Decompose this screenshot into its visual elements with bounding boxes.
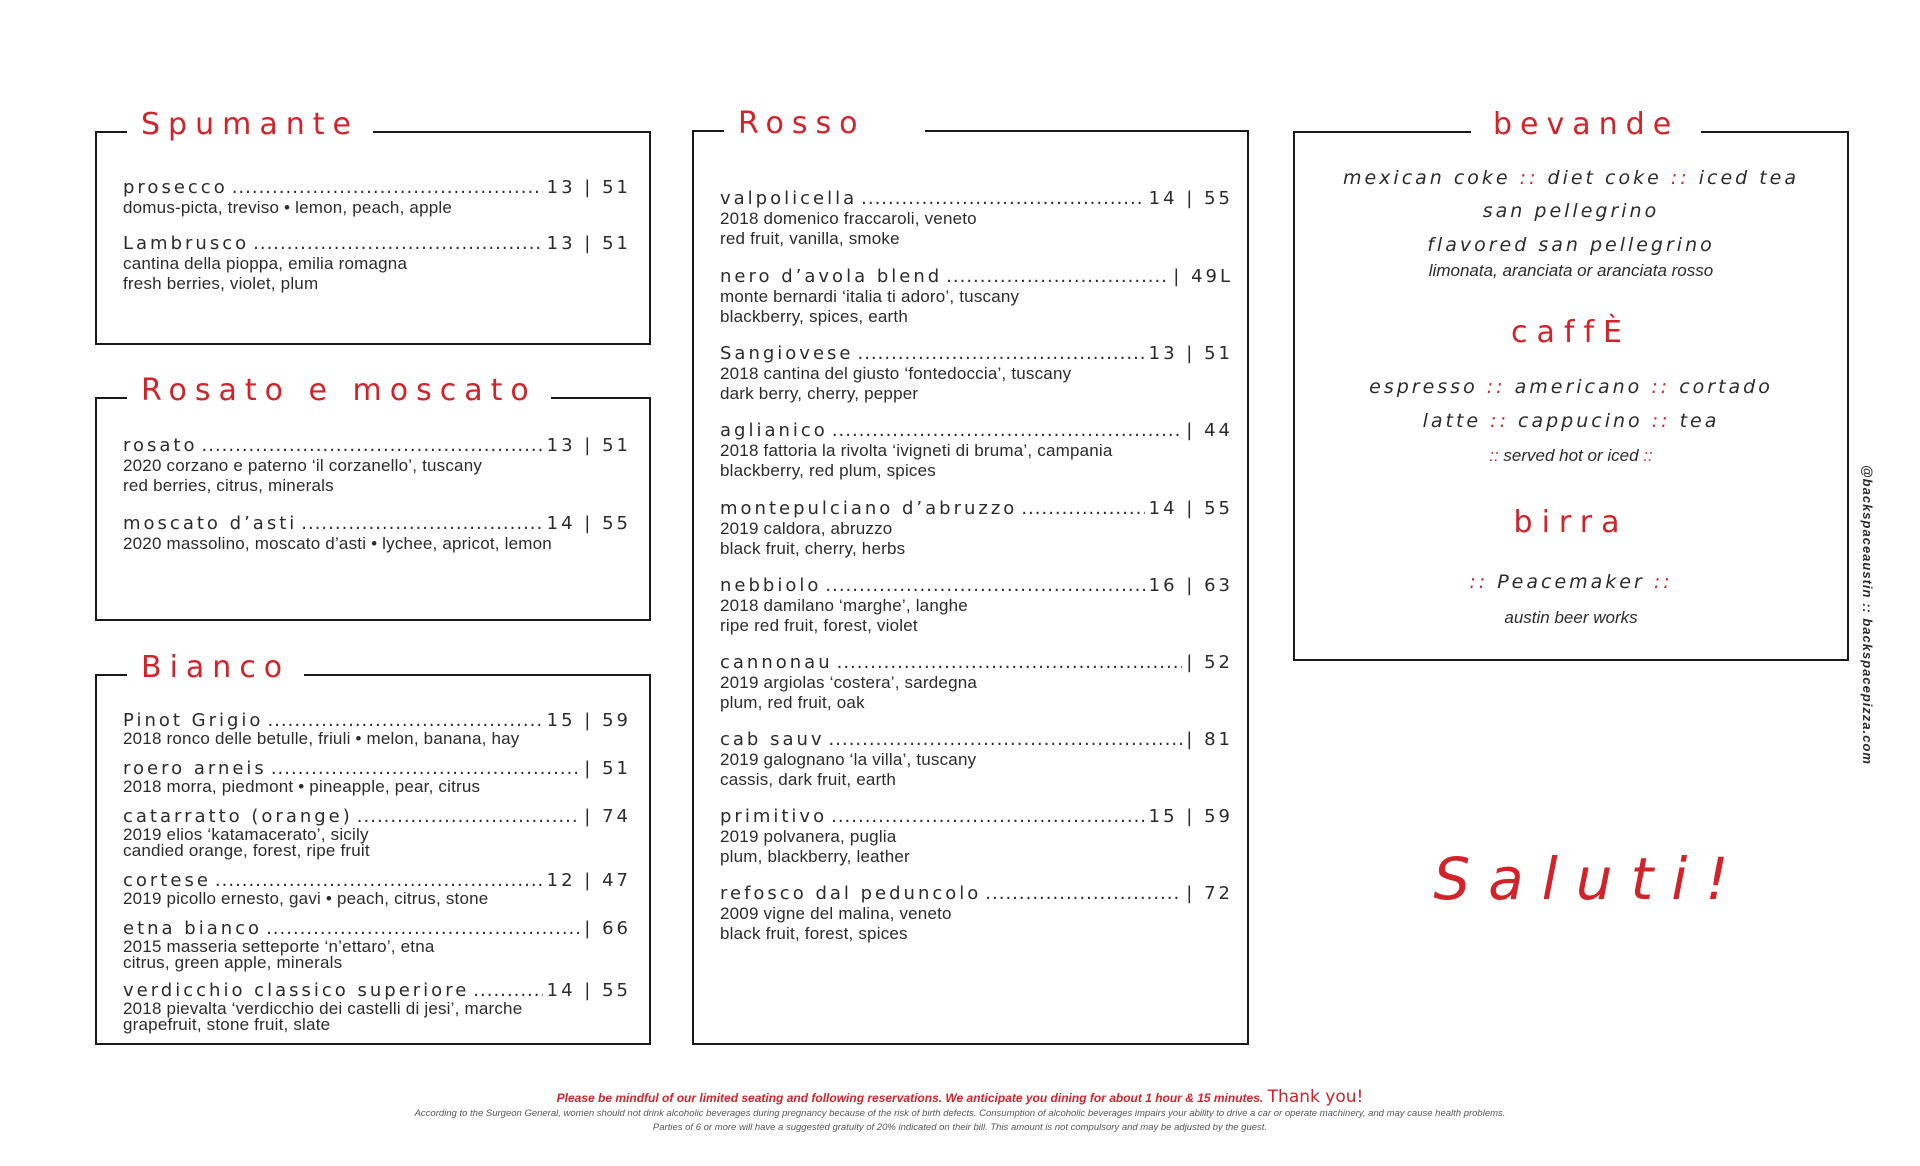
item-price: 13 | 51 — [1148, 343, 1233, 364]
item-desc: domus-picta, treviso • lemon, peach, apple — [123, 198, 453, 217]
item-desc: cassis, dark fruit, earth — [720, 770, 897, 789]
leader-dots — [271, 758, 580, 779]
spumante-title: Spumante — [127, 107, 373, 143]
item-name: cab sauv — [720, 729, 825, 750]
menu-item — [720, 266, 1233, 327]
bianco-title: Bianco — [127, 650, 304, 686]
menu-item — [123, 918, 631, 971]
menu-item — [123, 758, 631, 795]
item-desc: fresh berries, violet, plum — [123, 274, 319, 293]
item-price: 14 | 55 — [546, 980, 631, 1001]
menu-item — [123, 980, 631, 1033]
leader-dots — [473, 980, 542, 1001]
leader-dots — [946, 266, 1169, 287]
leader-dots — [985, 883, 1182, 904]
item-desc: blackberry, spices, earth — [720, 307, 908, 326]
item-name: cortese — [123, 870, 211, 891]
birra-brewery: austin beer works — [1504, 608, 1638, 627]
menu-item — [720, 806, 1233, 867]
menu-item — [720, 883, 1233, 944]
menu-item — [720, 343, 1233, 404]
item-desc: 2019 elios ‘katamacerato’, sicily — [123, 825, 369, 844]
caffe-title: caffÈ — [1511, 315, 1631, 350]
separator: :: — [1489, 446, 1499, 465]
item-desc: monte bernardi ‘italia ti adoro’, tuscany — [720, 287, 1020, 306]
item-desc: 2018 damilano ‘marghe’, langhe — [720, 596, 968, 615]
menu-item — [720, 498, 1233, 559]
item-desc: 2019 galognano ‘la villa’, tuscany — [720, 750, 977, 769]
footer-seating-note: Please be mindful of our limited seating and following reservations. We anticipate you dining for about 1 hour & 15 minutes. — [556, 1091, 1264, 1105]
item-name: rosato — [123, 435, 198, 456]
spumante-section — [95, 107, 651, 345]
leader-dots — [357, 806, 581, 827]
item-name: cannonau — [720, 652, 833, 673]
separator: :: — [1670, 167, 1690, 189]
caffe-tea: tea — [1679, 410, 1720, 432]
caffe-line-1 — [1295, 376, 1847, 398]
leader-dots — [857, 343, 1144, 364]
item-desc: 2018 ronco delle betulle, friuli • melon, banana, hay — [123, 729, 520, 748]
caffe-cortado: cortado — [1679, 376, 1773, 398]
item-desc: grapefruit, stone fruit, slate — [123, 1015, 331, 1034]
item-desc: candied orange, forest, ripe fruit — [123, 841, 370, 860]
item-price: | 81 — [1186, 729, 1233, 750]
leader-dots — [301, 513, 542, 534]
menu-item — [123, 177, 631, 218]
menu-item — [720, 188, 1233, 249]
rosso-section — [692, 106, 1249, 1045]
saluti-heading: Saluti! — [1433, 845, 1747, 913]
menu-item — [123, 435, 631, 496]
caffe-americano: americano — [1514, 376, 1643, 398]
leader-dots — [832, 420, 1182, 441]
separator: :: — [1486, 376, 1506, 398]
menu-item — [123, 806, 631, 859]
separator: :: — [1653, 571, 1673, 593]
drink-flavored-san-pellegrino: flavored san pellegrino — [1427, 234, 1715, 256]
item-desc: 2015 masseria setteporte ‘n’ettaro’, etna — [123, 937, 435, 956]
separator: :: — [1651, 376, 1671, 398]
item-price: | 74 — [584, 806, 631, 827]
item-desc: blackberry, red plum, spices — [720, 461, 936, 480]
item-name: aglianico — [720, 420, 828, 441]
leader-dots — [215, 870, 543, 891]
item-desc: 2020 corzano e paterno ‘il corzanello’, tuscany — [123, 456, 483, 475]
caffe-line-2 — [1295, 410, 1847, 432]
caffe-note — [1295, 446, 1847, 466]
item-name: Pinot Grigio — [123, 710, 264, 731]
item-price: 14 | 55 — [1148, 188, 1233, 209]
item-price: | 44 — [1186, 420, 1233, 441]
rosso-title: Rosso — [724, 106, 925, 142]
item-desc: plum, blackberry, leather — [720, 847, 910, 866]
item-price: 15 | 59 — [1148, 806, 1233, 827]
menu-item — [720, 420, 1233, 481]
item-name: refosco dal peduncolo — [720, 883, 982, 904]
menu-item — [720, 729, 1233, 790]
separator: :: — [1469, 571, 1489, 593]
leader-dots — [825, 575, 1144, 596]
leader-dots — [837, 652, 1183, 673]
bevande-section — [1293, 107, 1849, 661]
caffe-latte: latte — [1422, 410, 1482, 432]
leader-dots — [267, 710, 542, 731]
item-name: Lambrusco — [123, 233, 250, 254]
caffe-espresso: espresso — [1369, 376, 1478, 398]
item-name: montepulciano d’abruzzo — [720, 498, 1018, 519]
menu-item — [123, 233, 631, 294]
item-desc: ripe red fruit, forest, violet — [720, 616, 918, 635]
item-price: 13 | 51 — [546, 435, 631, 456]
item-desc: 2018 pievalta ‘verdicchio dei castelli di jesi’, marche — [123, 999, 523, 1018]
leader-dots — [202, 435, 543, 456]
menu-item — [720, 652, 1233, 713]
footer-notice — [0, 1087, 1920, 1107]
leader-dots — [253, 233, 543, 254]
item-name: nebbiolo — [720, 575, 822, 596]
item-desc: 2019 argiolas ‘costera’, sardegna — [720, 673, 978, 692]
separator: :: — [1651, 410, 1671, 432]
drink-iced-tea: iced tea — [1698, 167, 1800, 189]
item-desc: 2018 morra, piedmont • pineapple, pear, citrus — [123, 777, 481, 796]
footer-surgeon-general: According to the Surgeon General, women should not drink alcoholic beverages during pregnancy because of the risk of birth defects. Consumption of alcoholic beverages impairs your ability to drive a car or operate machinery, and may cause health problems. — [414, 1108, 1506, 1119]
menu-item — [123, 870, 631, 907]
caffe-note-text: served hot or iced — [1503, 446, 1639, 465]
birra-item — [1295, 571, 1847, 593]
item-price: 16 | 63 — [1148, 575, 1233, 596]
item-price: | 51 — [584, 758, 631, 779]
item-price: 13 | 51 — [546, 177, 631, 198]
item-desc: red fruit, vanilla, smoke — [720, 229, 900, 248]
menu-item — [720, 575, 1233, 636]
footer-gratuity: Parties of 6 or more will have a suggested gratuity of 20% indicated on their bill. This amount is not compulsory and may be adjusted by the guest. — [652, 1122, 1268, 1133]
item-desc: 2018 domenico fraccaroli, veneto — [720, 209, 977, 228]
separator: :: — [1490, 410, 1509, 432]
drink-diet-coke: diet coke — [1547, 167, 1662, 189]
leader-dots — [829, 729, 1183, 750]
item-desc: dark berry, cherry, pepper — [720, 384, 919, 403]
item-name: valpolicella — [720, 188, 858, 209]
drink-mexican-coke: mexican coke — [1342, 167, 1511, 189]
item-price: | 52 — [1186, 652, 1233, 673]
item-name: moscato d’asti — [123, 513, 298, 534]
item-name: etna bianco — [123, 918, 263, 939]
bianco-section — [95, 650, 651, 1045]
item-desc: 2019 picollo ernesto, gavi • peach, citrus, stone — [123, 889, 489, 908]
soft-drinks-line — [1295, 167, 1847, 189]
item-desc: 2009 vigne del malina, veneto — [720, 904, 952, 923]
item-desc: 2018 fattoria la rivolta ‘ivigneti di bruma’, campania — [720, 441, 1113, 460]
item-price: | 72 — [1186, 883, 1233, 904]
birra-name: Peacemaker — [1497, 571, 1645, 593]
item-price: 14 | 55 — [546, 513, 631, 534]
menu-item — [123, 513, 631, 554]
item-name: nero d’avola blend — [720, 266, 943, 287]
item-name: prosecco — [123, 177, 228, 198]
separator: :: — [1643, 446, 1653, 465]
separator: :: — [1519, 167, 1539, 189]
item-desc: red berries, citrus, minerals — [123, 476, 334, 495]
item-name: roero arneis — [123, 758, 267, 779]
bevande-title: bevande — [1471, 107, 1701, 143]
rosato-title: Rosato e moscato — [127, 373, 551, 409]
item-desc: 2018 cantina del giusto ‘fontedoccia’, tuscany — [720, 364, 1072, 383]
item-desc: black fruit, cherry, herbs — [720, 539, 906, 558]
leader-dots — [831, 806, 1145, 827]
item-desc: 2019 polvanera, puglia — [720, 827, 897, 846]
birra-title: birra — [1513, 505, 1629, 540]
item-price: 14 | 55 — [1148, 498, 1233, 519]
item-price: 13 | 51 — [546, 233, 631, 254]
flavor-options: limonata, aranciata or aranciata rosso — [1428, 261, 1714, 280]
item-price: | 66 — [584, 918, 631, 939]
footer-thank-you: Thank you! — [1267, 1087, 1364, 1107]
item-price: 12 | 47 — [546, 870, 631, 891]
item-desc: 2020 massolino, moscato d’asti • lychee, apricot, lemon — [123, 534, 552, 553]
item-desc: citrus, green apple, minerals — [123, 953, 343, 972]
menu-item — [123, 710, 631, 747]
rosato-section — [95, 373, 651, 621]
leader-dots — [861, 188, 1145, 209]
leader-dots — [232, 177, 543, 198]
item-desc: plum, red fruit, oak — [720, 693, 865, 712]
item-desc: cantina della pioppa, emilia romagna — [123, 254, 408, 273]
caffe-cappucino: cappucino — [1518, 410, 1643, 432]
item-price: 15 | 59 — [546, 710, 631, 731]
item-name: primitivo — [720, 806, 828, 827]
item-name: verdicchio classico superiore — [123, 980, 470, 1001]
item-desc: 2019 caldora, abruzzo — [720, 519, 893, 538]
item-name: catarratto (orange) — [123, 806, 353, 827]
leader-dots — [1021, 498, 1144, 519]
drink-san-pellegrino: san pellegrino — [1482, 200, 1660, 222]
item-desc: black fruit, forest, spices — [720, 924, 908, 943]
item-name: Sangiovese — [720, 343, 854, 364]
social-handle-text: @backspaceaustin :: backspacepizza.com — [1860, 465, 1875, 765]
leader-dots — [266, 918, 580, 939]
item-price: | 49L — [1173, 266, 1233, 287]
